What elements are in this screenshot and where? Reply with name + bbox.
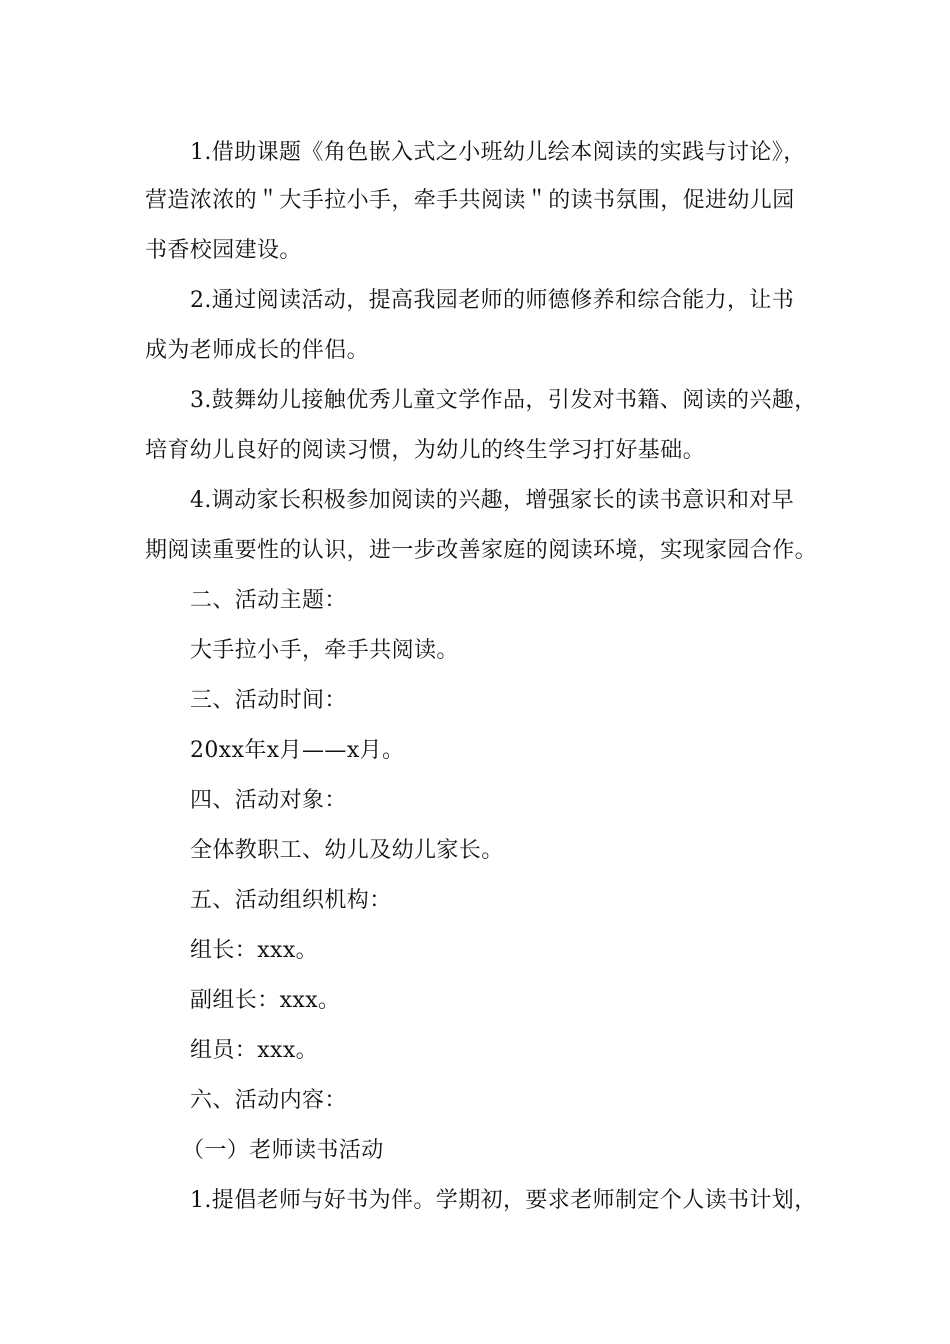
paragraph-4-line-1: 4.调动家长积极参加阅读的兴趣，增强家长的读书意识和对早	[190, 488, 795, 513]
section-heading-time: 三、活动时间：	[190, 688, 347, 713]
paragraph-1-line-1: 1.借助课题《角色嵌入式之小班幼儿绘本阅读的实践与讨论》，	[190, 140, 806, 165]
teacher-reading-item-1: 1.提倡老师与好书为伴。学期初，要求老师制定个人读书计划，	[190, 1188, 817, 1213]
paragraph-4-line-2: 期阅读重要性的认识，进一步改善家庭的阅读环境，实现家园合作。	[145, 538, 818, 563]
organization-leader: 组长：xxx。	[190, 938, 319, 963]
paragraph-3-line-2: 培育幼儿良好的阅读习惯，为幼儿的终生学习打好基础。	[145, 438, 706, 463]
paragraph-3-line-1: 3.鼓舞幼儿接触优秀儿童文学作品，引发对书籍、阅读的兴趣，	[190, 388, 817, 413]
time-text: 20xx年x月——x月。	[190, 738, 405, 763]
theme-text: 大手拉小手，牵手共阅读。	[190, 638, 459, 663]
paragraph-1-line-3: 书香校园建设。	[145, 238, 302, 263]
section-heading-audience: 四、活动对象：	[190, 788, 347, 813]
section-heading-content: 六、活动内容：	[190, 1088, 347, 1113]
subsection-heading-teacher-reading: （一）老师读书活动	[182, 1138, 384, 1163]
organization-members: 组员：xxx。	[190, 1038, 319, 1063]
paragraph-2-line-2: 成为老师成长的伴侣。	[145, 338, 370, 363]
section-heading-organization: 五、活动组织机构：	[190, 888, 392, 913]
paragraph-1-line-2: 营造浓浓的＂大手拉小手，牵手共阅读＂的读书氛围，促进幼儿园	[145, 188, 795, 213]
audience-text: 全体教职工、幼儿及幼儿家长。	[190, 838, 504, 863]
section-heading-theme: 二、活动主题：	[190, 588, 347, 613]
paragraph-2-line-1: 2.通过阅读活动，提高我园老师的师德修养和综合能力，让书	[190, 288, 795, 313]
organization-deputy-leader: 副组长：xxx。	[190, 988, 341, 1013]
